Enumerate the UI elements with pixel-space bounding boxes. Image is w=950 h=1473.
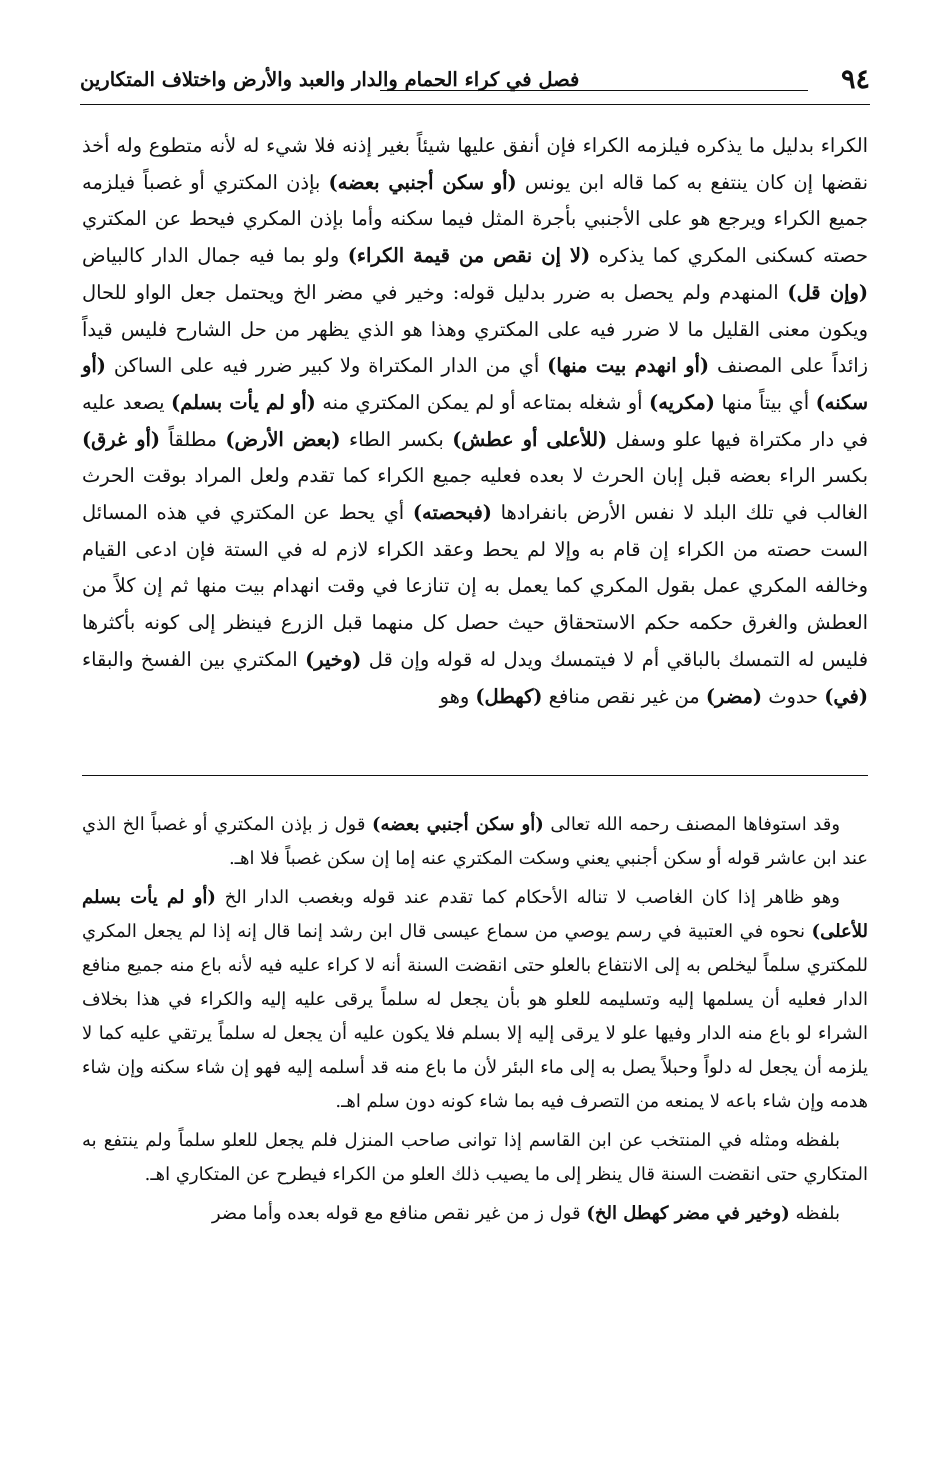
page-header <box>80 62 870 102</box>
text-run: الكراء بدليل ما يذكره فيلزمه الكراء فإن أنفق عليها شيئاً بغير إذنه فلا شيء له لأنه متطوع وله أخذ نقضها إن كان ينتفع به كما قاله ابن يونس <box>82 134 868 194</box>
text-run: وهو <box>439 684 476 708</box>
bold-matn-text: (وإن قل) <box>787 280 868 304</box>
text-run: مطلقاً <box>160 427 226 451</box>
bold-matn-text: (أو سكن أجنبي بعضه) <box>328 170 517 194</box>
bold-matn-text: (أو انهدم بيت منها) <box>547 354 710 378</box>
bold-matn-text: (فبحصته) <box>412 501 492 525</box>
text-run: بكسر الراء بعضه قبل إبان الحرث لا بعده فعليه جميع الكراء كما تقدم ولعل المراد بوقت الحرث الغالب في تلك البلد لا نفس الأرض بانفرادها <box>82 464 868 525</box>
footnote-paragraph <box>82 808 868 876</box>
bold-matn-text: (أو سكن أجنبي بعضه) <box>372 814 544 835</box>
text-run: قول ز من غير نقص منافع مع قوله بعده وأما مضر <box>211 1203 587 1224</box>
text-run: بكسر الطاء <box>340 427 453 451</box>
footnote-paragraph <box>82 1197 868 1231</box>
text-run: حدوث <box>762 684 825 708</box>
footnote-separator <box>82 775 868 776</box>
text-run: وقد استوفاها المصنف رحمه الله تعالى <box>543 814 841 835</box>
text-run: وهو ظاهر إذا كان الغاصب لا تناله الأحكام كما تقدم عند قوله وبغصب الدار الخ <box>215 887 840 908</box>
bold-matn-text: (أو سكنه) <box>82 354 869 414</box>
text-run: قول ز بإذن المكتري أو غصباً الخ الذي عند ابن عاشر قوله أو سكن أجنبي يعني وسكت المكتري عنه إما إن سكن غصباً فلا اهـ. <box>82 814 868 869</box>
bold-matn-text: (بعض الأرض) <box>225 427 341 451</box>
text-run: بلفظه ومثله في المنتخب عن ابن القاسم إذا توانى صاحب المنزل فلم يجعل للعلو سلماً ولم ينتفع به المتكاري حتى انقضت السنة قال ينظر إلى ما يصيب ذلك العلو من الكراء فيطرح عن المتكاري اهـ. <box>82 1130 868 1185</box>
main-text <box>82 128 868 715</box>
bold-matn-text: (أو غرق) <box>82 427 161 451</box>
text-run: ولو بما فيه جمال الدار كالبياض <box>82 244 348 268</box>
bold-matn-text: (لا إن نقص من قيمة الكراء) <box>347 244 591 268</box>
text-run: نحوه في العتبية في رسم يوصي من سماع عيسى قال ابن رشد إنما قال إنه إذا لم يجعل المكري للمكتري سلماً ليخلص به إلى الانتفاع بالعلو حتى انقضت السنة أنه لا كراء عليه فيه لأنه باع منه جميع منافع الدار فعليه أن يسلمها إليه وتسليمه للعلو هو بأن يجعل له سلماً يرقى عليه إليه والكراء في هذا بخلاف الشراء لو باع منه الدار وفيها علو لا يرقى إليه إلا بسلم فلا يكون عليه أن يجعل له سلماً يرتقي عليه كما لا يلزمه أن يجعل له دلواً وحبلاً يصل به إلى ماء البئر لأن ما باع منه قد أسلمه إليه فهو إن شاء سكنه وإن شاء هدمه وإن شاء باعه لا يمنعه من التصرف فيه بما شاء كونه دون سلم اهـ. <box>82 921 869 1112</box>
footnote-paragraph <box>82 1124 868 1192</box>
text-run: أو شغله بمتاعه أو لم يمكن المكتري منه <box>315 390 650 414</box>
bold-matn-text: (مضر) <box>705 684 763 708</box>
bold-matn-text: (كهطل) <box>475 684 543 708</box>
header-rule <box>80 104 870 105</box>
footnote-paragraph <box>82 881 868 1119</box>
running-title: فصل في كراء الحمام والدار والعبد والأرض واختلاف المتكارين <box>80 68 580 91</box>
bold-matn-text: (في) <box>824 684 868 708</box>
footnotes <box>82 808 868 1236</box>
bold-matn-text: (أو لم يأت بسلم للأعلى) <box>82 887 868 942</box>
text-run: بلفظه <box>789 1203 840 1224</box>
text-run: أي من الدار المكتراة ولا كبير ضرر فيه على الساكن <box>105 354 548 378</box>
main-paragraph <box>82 128 868 715</box>
text-run: يصعد عليه في دار مكتراة فيها علو وسفل <box>82 390 868 451</box>
text-run: بإذن المكتري أو غصباً فيلزمه جميع الكراء ويرجع هو على الأجنبي بأجرة المثل فيما سكنه وأما بإذن المكري فيحط عن المكتري حصته كسكنى المكري كما يذكره <box>82 170 868 268</box>
text-run: من غير نقص منافع <box>542 684 706 708</box>
bold-matn-text: (وخير في مضر كهطل الخ) <box>586 1203 790 1224</box>
text-run: المكتري بين الفسخ والبقاء <box>82 647 306 671</box>
bold-matn-text: (أو لم يأت بسلم) <box>171 390 316 414</box>
bold-matn-text: (وخير) <box>305 647 362 671</box>
page-number: ٩٤ <box>840 64 870 95</box>
bold-matn-text: (للأعلى أو عطش) <box>452 427 608 451</box>
text-run: المنهدم ولم يحصل به ضرر بدليل قوله: وخير في مضر الخ ويحتمل جعل الواو للحال ويكون معنى القليل ما لا ضرر فيه على المكتري وهذا هو الذي يظهر من حل الشارح فليس قيداً زائداً على المصنف <box>82 280 868 378</box>
text-run: أي بيتاً منها <box>714 390 816 414</box>
bold-matn-text: (مكريه) <box>649 390 715 414</box>
text-run: أي يحط عن المكتري في هذه المسائل الست حصته من الكراء إن قام به وإلا لم يحط وعقد الكراء لازم له في الستة فإن ادعى القيام وخالفه المكري عمل بقول المكري كما يعمل به إن تنازعا في وقت انهدام بيت منها ثم إن كلاً من العطش والغرق حكمه حكم الاستحقاق حيث حصل كل منهما قبل الزرع فينظر إلى كونه بأكثرها فليس له التمسك بالباقي أم لا فيتمسك ويدل له قوله وإن قل <box>82 501 868 671</box>
